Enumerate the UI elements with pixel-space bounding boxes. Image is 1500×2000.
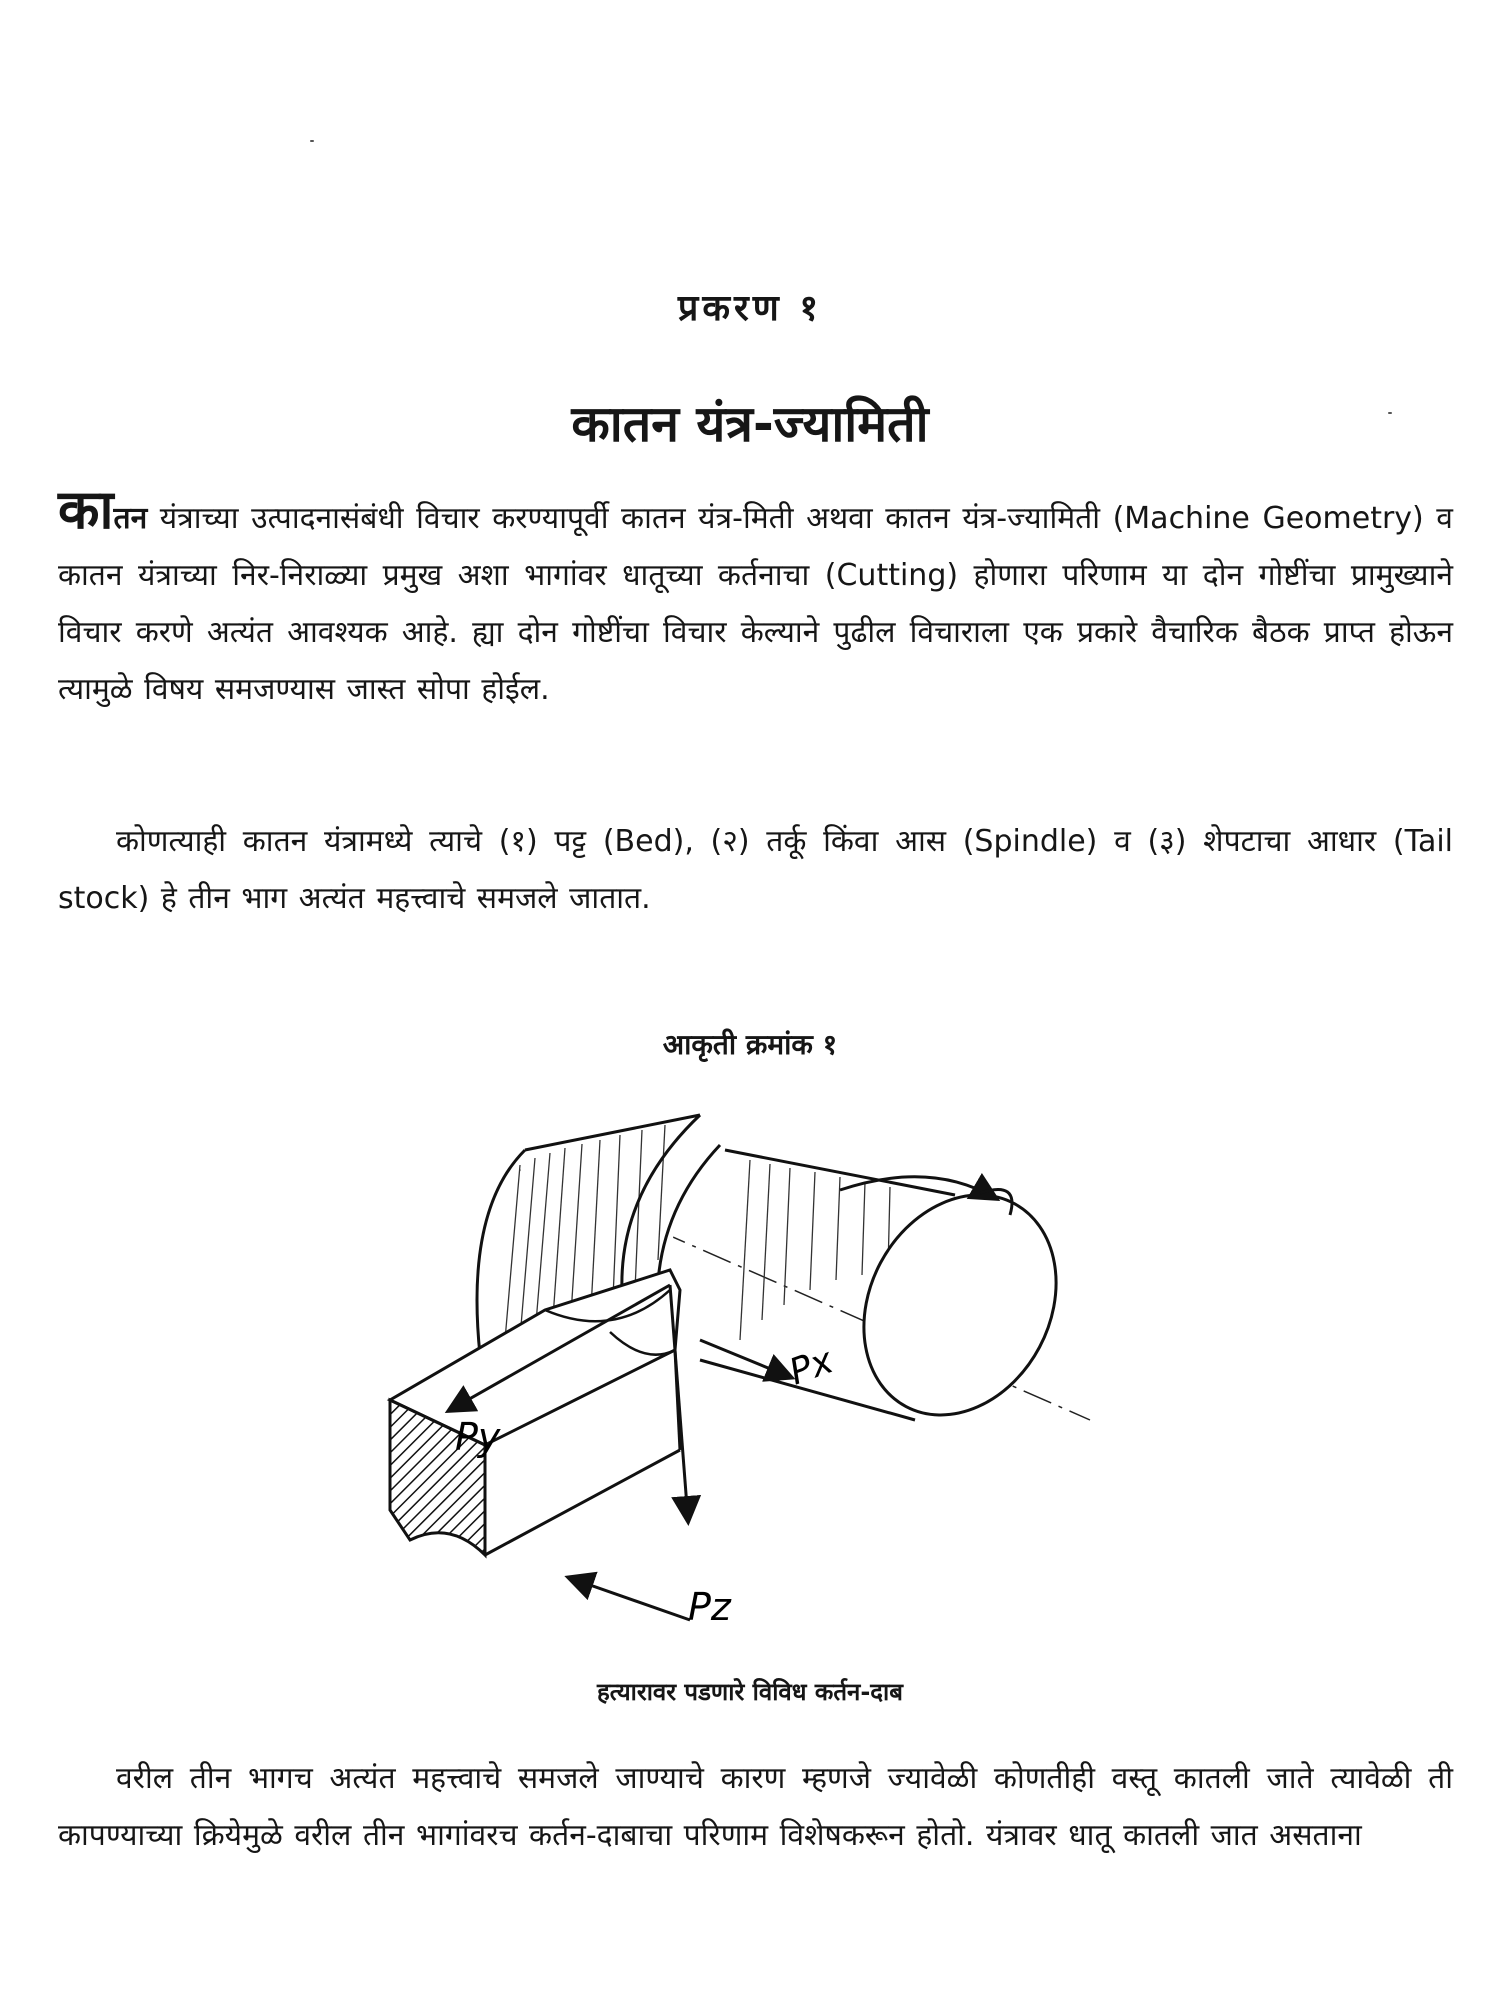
figure-caption: हत्यारावर पडणारे विविध कर्तन-दाब [597,1678,903,1706]
label-px: Px [784,1340,839,1394]
workpiece-small-section [700,1150,1093,1449]
figure-label: आकृती क्रमांक १ [662,1028,838,1061]
label-pz: Pz [688,1585,731,1629]
force-pz-arrow [670,1285,688,1520]
drop-cap: का [58,478,114,541]
chapter-label: प्रकरण १ [677,288,823,329]
paragraph-1-lead: तन [113,501,148,536]
paragraph-1 [58,478,1453,718]
lathe-cutting-force-diagram [370,1090,1130,1660]
paragraph-3: वरील तीन भागच अत्यंत महत्त्वाचे समजले जाण्याचे कारण म्हणजे ज्यावेळी कोणतीही वस्तू कातली जाते त्यावेळी ती कापण्याच्या क्रियेमुळे वरील तीन भागांवरच कर्तन-दाबाचा परिणाम विशेषकरून होतो. यंत्रावर धातू कातली जात असताना [58,1761,1453,1853]
paragraph-2: कोणत्याही कातन यंत्रामध्ये त्याचे (१) पट्ट (Bed), (२) तर्कू किंवा आस (Spindle) व (३) शेपटाचा आधार (Tail stock) हे तीन भाग अत्यंत महत्त्वाचे समजले जातात. [58,824,1453,916]
chapter-title: कातन यंत्र-ज्यामिती [571,395,929,453]
print-speck [310,140,314,142]
label-py: Py [455,1415,501,1459]
paragraph-1-text: यंत्राच्या उत्पादनासंबंधी विचार करण्यापूर्वी कातन यंत्र-मिती अथवा कातन यंत्र-ज्यामिती (Machine Geometry) व कातन यंत्राच्या निर-निराळ्या प्रमुख अशा भागांवर धातूच्या कर्तनाचा (Cutting) होणारा परिणाम या दोन गोष्टींचा प्रामुख्याने विचार करणे अत्यंत आवश्यक आहे. ह्या दोन गोष्टींचा विचार केल्याने पुढील विचाराला एक प्रकारे वैचारिक बैठक प्राप्त होऊन त्यामुळे विषय समजण्यास जास्त सोपा होईल. [58,501,1453,707]
feed-arrow [570,1578,690,1620]
